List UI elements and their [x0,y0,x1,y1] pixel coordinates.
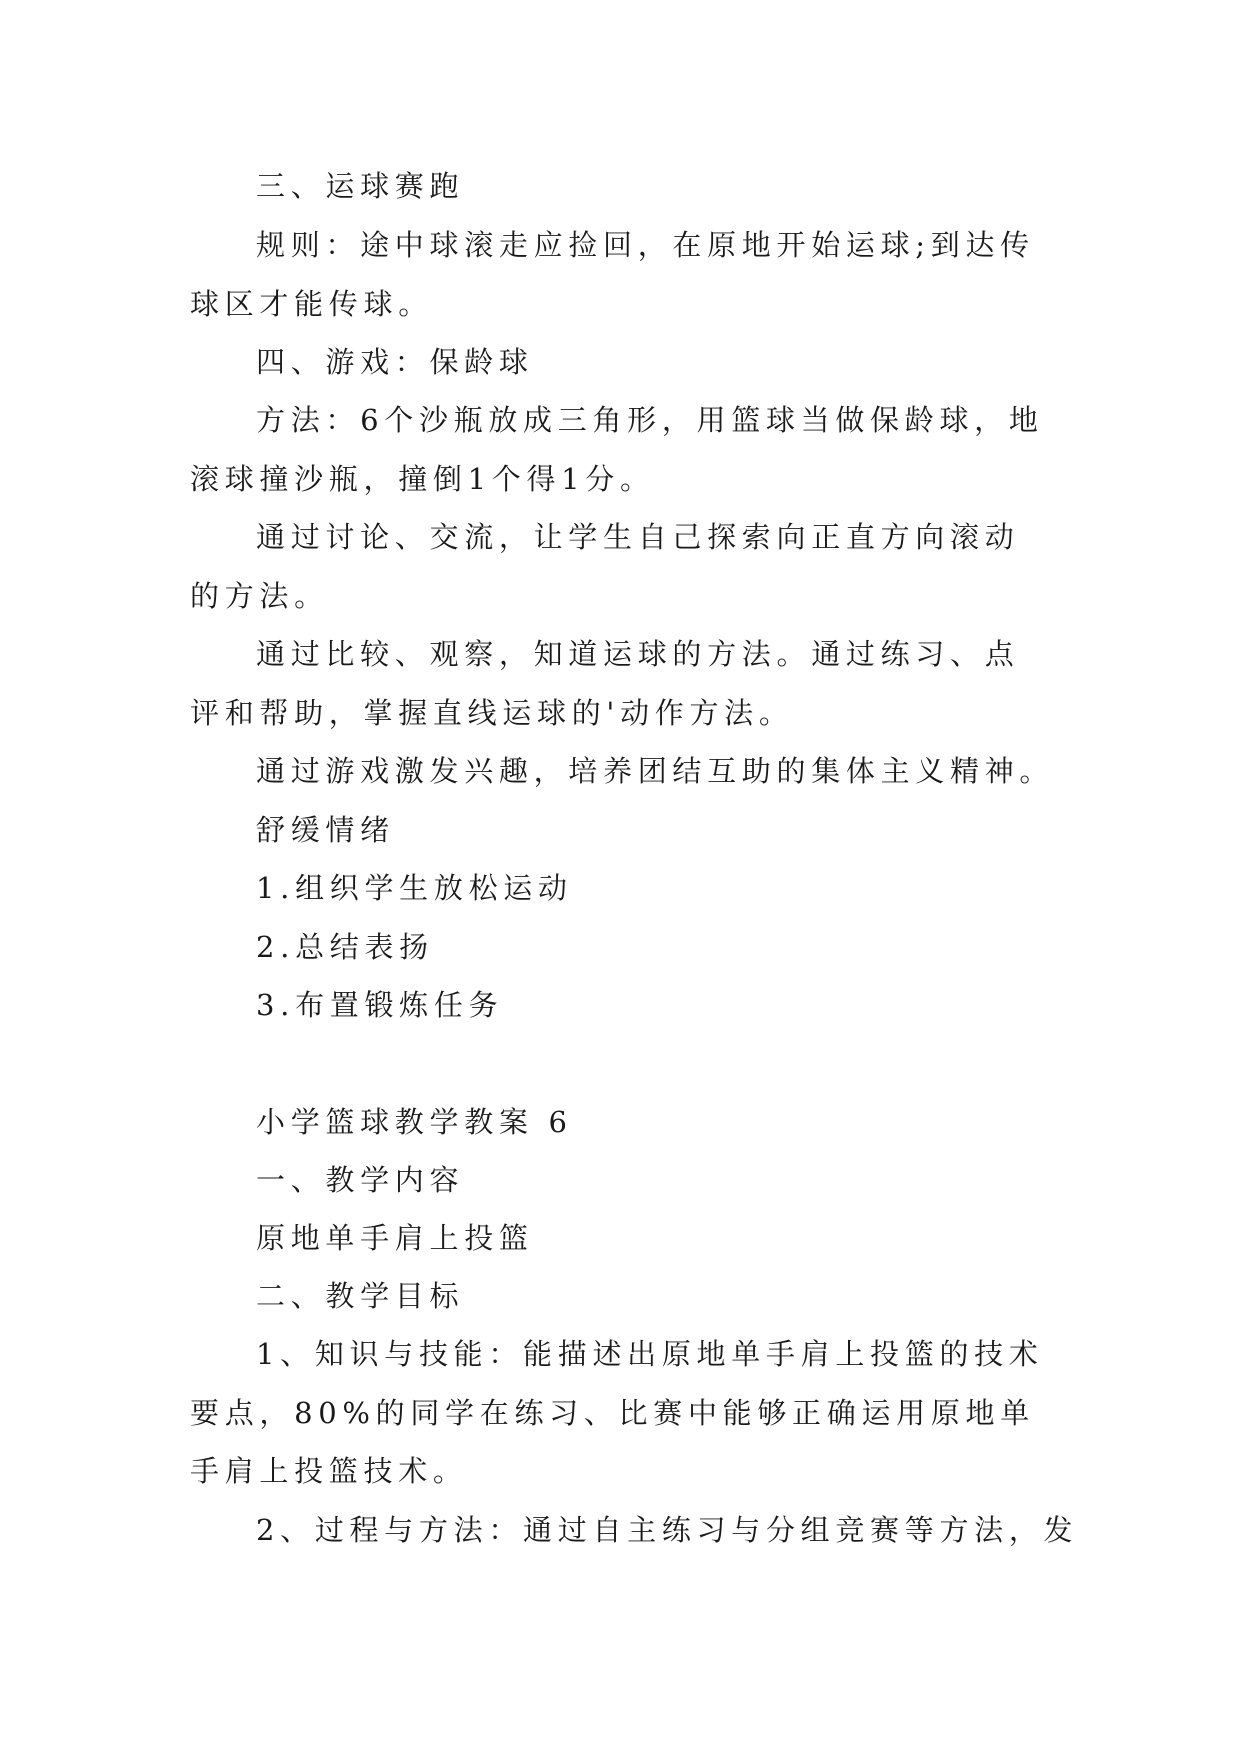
paragraph-rules: 规则：途中球滚走应捡回，在原地开始运球;到达传球区才能传球。 [190,228,1035,321]
heading-teaching-goals: 二、教学目标 [256,1279,465,1313]
list-item-2: 2.总结表扬 [256,930,434,964]
paragraph-goal-knowledge: 1、知识与技能：能描述出原地单手肩上投篮的技术要点，80%的同学在练习、比赛中能够正确运用原地单手肩上投篮技术。 [190,1337,1044,1488]
paragraph-content-item: 原地单手肩上投篮 [256,1221,534,1255]
paragraph-method: 方法：6个沙瓶放成三角形，用篮球当做保龄球，地滚球撞沙瓶，撞倒1个得1分。 [190,403,1044,496]
paragraph-goal-process: 2、过程与方法：通过自主练习与分组竞赛等方法，发 [256,1513,1079,1547]
list-item-1: 1.组织学生放松运动 [256,871,573,905]
paragraph-game-interest: 通过游戏激发兴趣，培养团结互助的集体主义精神。 [256,754,1055,788]
paragraph-observation: 通过比较、观察，知道运球的方法。通过练习、点评和帮助，掌握直线运球的'动作方法。 [190,637,1020,730]
section-title-lesson-6: 小学篮球教学教案 6 [256,1105,573,1139]
heading-teaching-content: 一、教学内容 [256,1163,465,1197]
paragraph-discussion: 通过讨论、交流，让学生自己探索向正直方向滚动的方法。 [190,520,1020,613]
heading-relax: 舒缓情绪 [256,813,395,847]
heading-dribble-race: 三、运球赛跑 [256,169,465,203]
heading-game-bowling: 四、游戏：保龄球 [256,345,534,379]
list-item-3: 3.布置锻炼任务 [256,988,504,1022]
document-page [190,0,1079,1754]
